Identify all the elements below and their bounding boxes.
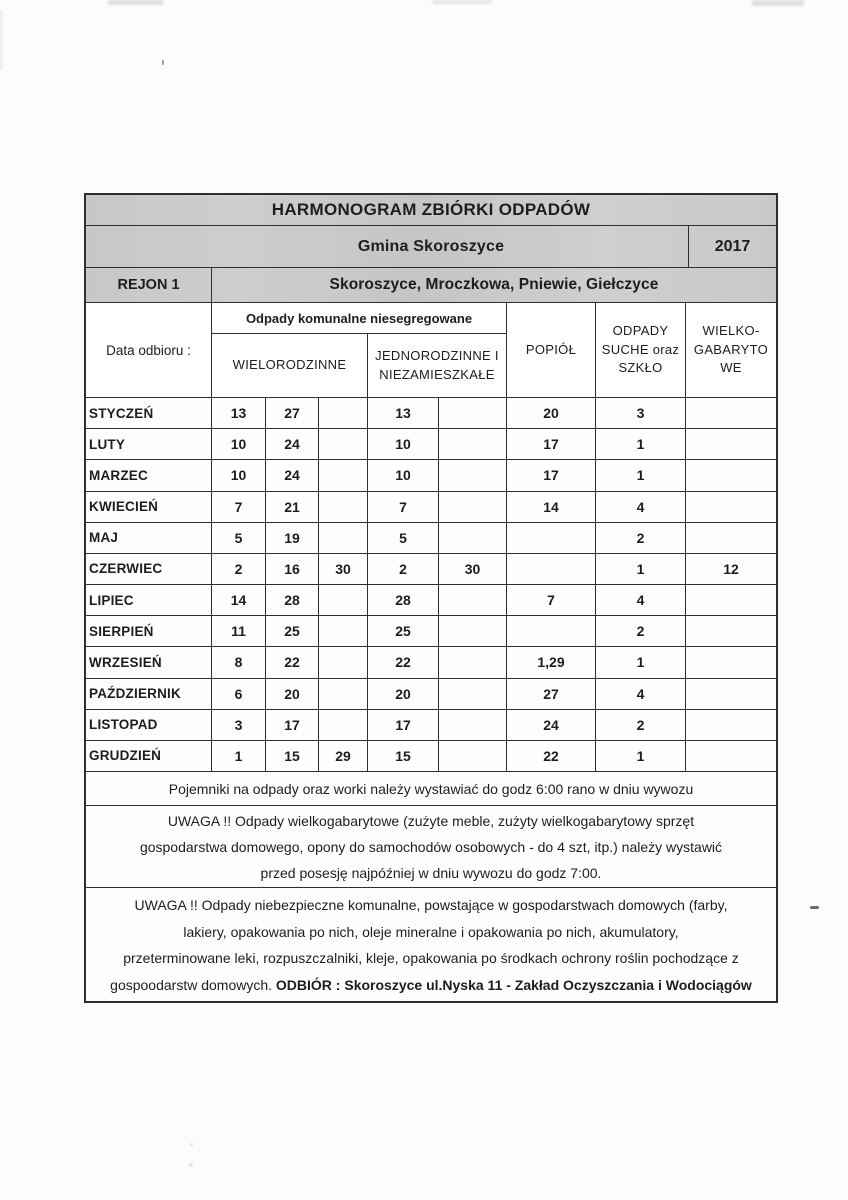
pickup-location-text: ODBIÓR : Skoroszyce ul.Nyska 11 - Zakład Oczyszczania i Wodociągów	[275, 976, 752, 993]
collection-date-cell: 1	[596, 647, 686, 677]
collection-date-cell: 10	[368, 429, 439, 459]
note-line: gospodarstwa domowego, opony do samochodów osobowych - do 4 szt, itp.) należy wystawić	[139, 838, 723, 855]
column-header-row	[86, 303, 776, 398]
collection-date-cell: 5	[368, 523, 439, 553]
unsegregated-subcolumns	[212, 334, 506, 397]
collection-date-cell	[319, 710, 368, 740]
collection-date-cell: 1	[596, 741, 686, 771]
collection-date-cell: 2	[596, 710, 686, 740]
collection-date-cell: 2	[212, 554, 266, 584]
schedule-body	[86, 398, 776, 772]
document-title: HARMONOGRAM ZBIÓRKI ODPADÓW	[271, 200, 591, 219]
collection-date-cell: 25	[368, 616, 439, 646]
collection-date-cell: 28	[266, 585, 319, 615]
collection-date-cell: 10	[368, 460, 439, 490]
multi-family-label: WIELORODZINNE	[232, 357, 347, 373]
collection-date-cell: 10	[212, 429, 266, 459]
scan-smudge	[108, 0, 163, 5]
collection-date-cell: 22	[368, 647, 439, 677]
scan-speck	[162, 60, 164, 65]
collection-date-cell	[439, 616, 507, 646]
ash-column-header	[507, 303, 596, 397]
hazardous-note-text: gospoodarstw domowych.	[110, 976, 276, 993]
collection-date-cell: 17	[507, 460, 596, 490]
collection-date-cell: 24	[266, 460, 319, 490]
collection-date-cell: 22	[266, 647, 319, 677]
month-cell: LISTOPAD	[86, 710, 212, 740]
collection-date-cell: 13	[368, 398, 439, 428]
collection-date-cell	[439, 523, 507, 553]
containers-note	[86, 772, 776, 806]
collection-date-cell: 12	[723, 560, 739, 577]
collection-date-cell	[439, 679, 507, 709]
month-cell: MAJ	[86, 523, 212, 553]
collection-date-cell	[507, 616, 596, 646]
collection-date-cell: 4	[596, 492, 686, 522]
scan-speck	[810, 906, 819, 909]
collection-date-cell: 20	[368, 679, 439, 709]
schedule-row	[86, 523, 776, 554]
collection-date-cell: 17	[368, 710, 439, 740]
month-cell: GRUDZIEŃ	[86, 741, 212, 771]
note-line: UWAGA !! Odpady niebezpieczne komunalne, powstające w gospodarstwach domowych (farby,	[134, 897, 728, 913]
collection-date-cell: 1	[596, 460, 686, 490]
month-cell: KWIECIEŃ	[86, 492, 212, 522]
month-cell: SIERPIEŃ	[86, 616, 212, 646]
collection-date-cell	[439, 460, 507, 490]
unsegregated-group	[212, 303, 507, 397]
collection-date-cell	[439, 585, 507, 615]
note-line: przeterminowane leki, rozpuszczalniki, kleje, opakowania po środkach ochrony roślin pochodzące z	[123, 950, 739, 966]
region-cell	[86, 268, 212, 302]
collection-date-cell: 20	[507, 398, 596, 428]
schedule-row	[86, 710, 776, 741]
note-line: lakiery, opakowania po nich, oleje mineralne i opakowania po nich, akumulatory,	[183, 923, 679, 940]
collection-date-cell	[319, 460, 368, 490]
scan-edge-artifact	[0, 10, 3, 70]
collection-date-cell: 1,29	[507, 647, 596, 677]
collection-date-cell	[319, 647, 368, 677]
scan-smudge	[432, 0, 492, 4]
collection-date-cell: 22	[507, 741, 596, 771]
collection-date-cell	[686, 460, 776, 490]
region-row	[86, 268, 776, 303]
collection-date-cell: 10	[212, 460, 266, 490]
collection-date-cell	[686, 398, 776, 428]
collection-date-cell	[439, 647, 507, 677]
collection-date-cell	[319, 492, 368, 522]
collection-date-cell: 2	[368, 554, 439, 584]
collection-date-cell: 14	[507, 492, 596, 522]
bulky-waste-note	[86, 806, 776, 888]
collection-date-cell: 1	[596, 554, 686, 584]
collection-date-cell: 4	[596, 585, 686, 615]
collection-date-cell: 1	[596, 429, 686, 459]
schedule-row	[86, 585, 776, 616]
collection-date-cell: 3	[596, 398, 686, 428]
collection-date-cell: 20	[266, 679, 319, 709]
year-cell	[688, 226, 776, 267]
municipality-cell	[86, 226, 776, 267]
collection-date-cell: 14	[212, 585, 266, 615]
schedule-row	[86, 554, 776, 585]
note-line	[86, 972, 776, 999]
collection-date-cell: 15	[368, 741, 439, 771]
collection-date-cell: 17	[266, 710, 319, 740]
collection-date-cell	[686, 429, 776, 459]
collection-date-cell	[319, 616, 368, 646]
scan-speck	[190, 1143, 193, 1146]
collection-date-cell	[319, 585, 368, 615]
collection-date-cell: 7	[212, 492, 266, 522]
collection-date-cell: 3	[212, 710, 266, 740]
collection-date-cell	[507, 554, 596, 584]
schedule-row	[86, 647, 776, 678]
collection-date-cell: 24	[266, 429, 319, 459]
collection-date-cell: 2	[596, 616, 686, 646]
schedule-row	[86, 429, 776, 460]
localities-list: Skoroszyce, Mroczkowa, Pniewie, Giełczyce	[329, 276, 659, 293]
collection-date-cell: 28	[368, 585, 439, 615]
collection-date-cell: 5	[212, 523, 266, 553]
month-cell: CZERWIEC	[86, 554, 212, 584]
municipality-row	[86, 226, 776, 268]
collection-date-cell: 2	[596, 523, 686, 553]
year-value: 2017	[714, 237, 751, 255]
schedule-row	[86, 679, 776, 710]
date-column-header	[86, 303, 212, 397]
collection-date-cell	[686, 585, 776, 615]
collection-date-cell: 29	[319, 741, 368, 771]
collection-date-cell: 21	[266, 492, 319, 522]
collection-date-cell: 27	[507, 679, 596, 709]
collection-date-cell: 16	[266, 554, 319, 584]
schedule-row	[86, 398, 776, 429]
collection-date-cell: 30	[319, 554, 368, 584]
collection-date-cell: 8	[212, 647, 266, 677]
single-family-label: JEDNORODZINNE I NIEZAMIESZKAŁE	[375, 347, 499, 382]
dry-waste-column-header	[596, 303, 686, 397]
bulky-column-header	[686, 303, 776, 397]
month-cell: LUTY	[86, 429, 212, 459]
collection-date-cell	[686, 647, 776, 677]
collection-date-cell: 4	[596, 679, 686, 709]
collection-date-cell: 11	[212, 616, 266, 646]
localities-cell	[212, 268, 776, 302]
collection-date-cell	[686, 741, 776, 771]
collection-date-cell	[439, 398, 507, 428]
collection-date-cell	[686, 492, 776, 522]
ash-column-label: POPIÓŁ	[525, 341, 577, 357]
collection-date-cell	[507, 523, 596, 553]
collection-date-cell	[439, 492, 507, 522]
date-column-label: Data odbioru :	[106, 342, 191, 358]
bulky-column-label: WIELKO-GABARYTOWE	[693, 322, 769, 376]
title-row	[86, 195, 776, 226]
collection-date-cell: 25	[266, 616, 319, 646]
collection-date-cell: 15	[266, 741, 319, 771]
collection-date-cell: 19	[266, 523, 319, 553]
collection-date-cell	[686, 523, 776, 553]
scan-speck	[189, 1163, 193, 1167]
single-family-header	[368, 334, 506, 397]
month-cell: PAŹDZIERNIK	[86, 679, 212, 709]
schedule-row	[86, 492, 776, 523]
note-line: UWAGA !! Odpady wielkogabarytowe (zużyte meble, zużyty wielkogabarytowy sprzęt	[167, 812, 695, 829]
month-cell: STYCZEŃ	[86, 398, 212, 428]
schedule-row	[86, 460, 776, 491]
collection-date-cell: 1	[212, 741, 266, 771]
collection-date-cell: 7	[507, 585, 596, 615]
collection-date-cell	[319, 523, 368, 553]
multi-family-header	[212, 334, 368, 397]
collection-date-cell: 6	[212, 679, 266, 709]
collection-date-cell	[319, 429, 368, 459]
collection-date-cell: 27	[266, 398, 319, 428]
collection-date-cell: 24	[507, 710, 596, 740]
collection-date-cell: 30	[439, 554, 507, 584]
unsegregated-group-header	[212, 303, 506, 334]
containers-note-text: Pojemniki na odpady oraz worki należy wystawiać do godz 6:00 rano w dniu wywozu	[168, 780, 694, 797]
collection-date-cell	[439, 710, 507, 740]
collection-date-cell	[439, 429, 507, 459]
collection-date-cell	[686, 710, 776, 740]
collection-date-cell	[439, 741, 507, 771]
collection-date-cell	[686, 616, 776, 646]
region-label: REJON 1	[117, 277, 180, 293]
schedule-row	[86, 741, 776, 772]
scan-smudge	[752, 0, 804, 6]
waste-collection-schedule-table	[84, 193, 778, 1003]
collection-date-cell: 17	[507, 429, 596, 459]
municipality-name: Gmina Skoroszyce	[357, 237, 505, 255]
dry-waste-column-label: ODPADY SUCHE oraz SZKŁO	[601, 322, 680, 376]
collection-date-cell	[319, 679, 368, 709]
note-line: przed posesję najpóźniej w dniu wywozu do godz 7:00.	[260, 864, 602, 881]
collection-date-cell: 7	[368, 492, 439, 522]
month-cell: LIPIEC	[86, 585, 212, 615]
collection-date-cell	[686, 679, 776, 709]
month-cell: WRZESIEŃ	[86, 647, 212, 677]
month-cell: MARZEC	[86, 460, 212, 490]
collection-date-cell	[319, 398, 368, 428]
collection-date-cell: 13	[212, 398, 266, 428]
schedule-row	[86, 616, 776, 647]
unsegregated-group-label: Odpady komunalne niesegregowane	[245, 310, 473, 326]
hazardous-waste-note	[86, 888, 776, 1001]
